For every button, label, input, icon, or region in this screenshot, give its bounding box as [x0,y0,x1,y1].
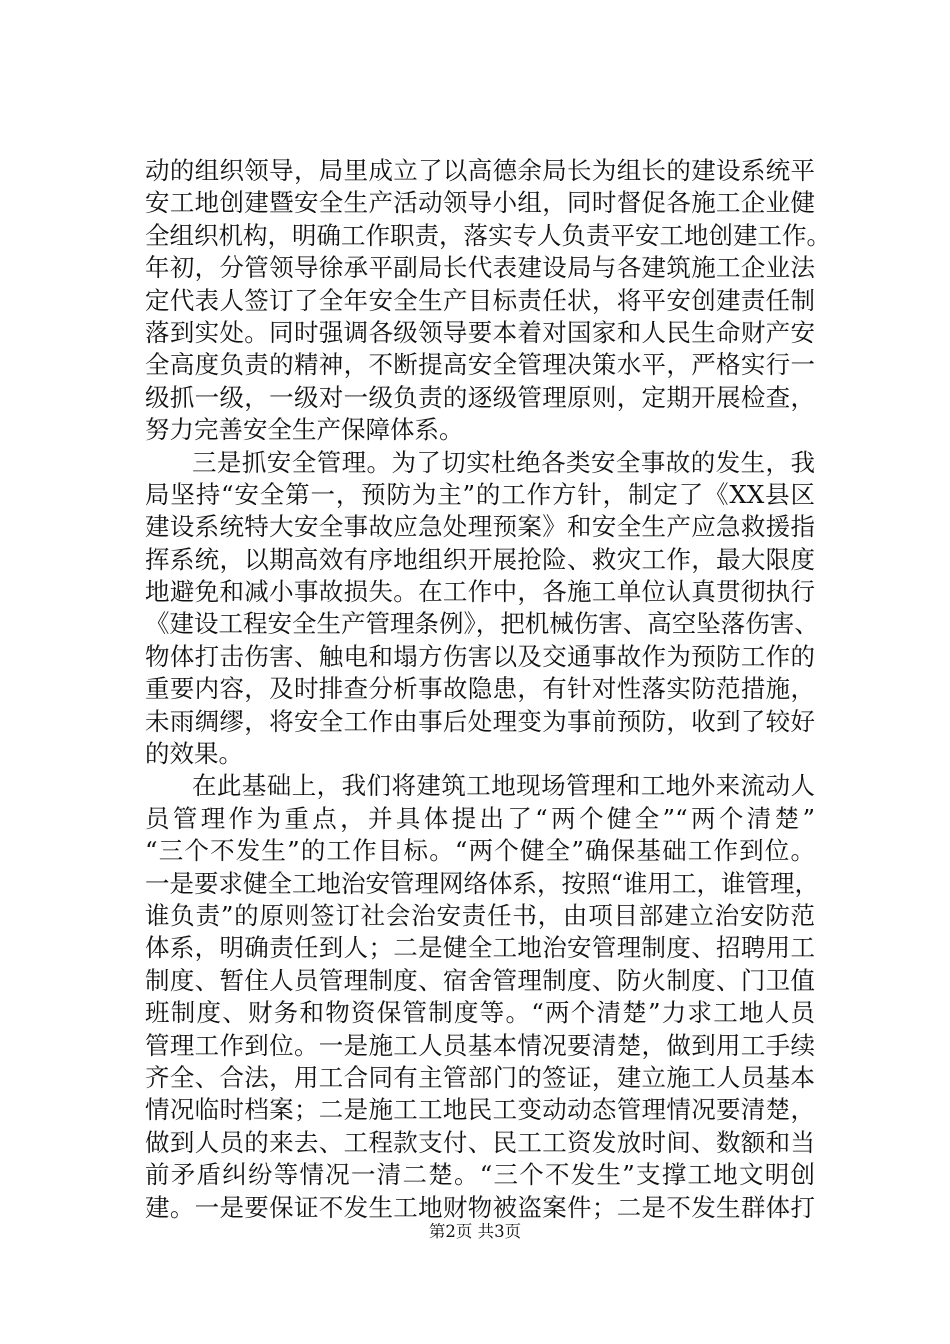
text-line: 《建设工程安全生产管理条例》，把机械伤害、高空坠落伤害、 [145,609,819,639]
text-line: 全高度负责的精神，不断提高安全管理决策水平，严格实行一 [145,350,815,380]
text-line: 员管理作为重点，并具体提出了“两个健全”“两个清楚” [145,803,815,833]
text-line: 落到实处。同时强调各级领导要本着对国家和人民生命财产安 [145,317,815,347]
text-line: 齐全、合法，用工合同有主管部门的签证，建立施工人员基本 [145,1062,815,1092]
text-line: 动的组织领导，局里成立了以高德余局长为组长的建设系统平 [145,156,815,185]
text-line: 年初，分管领导徐承平副局长代表建设局与各建筑施工企业法 [145,253,815,283]
text-line: 管理工作到位。一是施工人员基本情况要清楚，做到用工手续 [145,1030,815,1060]
text-line: 建设系统特大安全事故应急处理预案》和安全生产应急救援指 [145,512,815,542]
text-line: 前矛盾纠纷等情况一清二楚。“三个不发生”支撑工地文明创 [145,1160,815,1190]
text-line: 地避免和减小事故损失。在工作中，各施工单位认真贯彻执行 [145,577,815,607]
text-line: 建。一是要保证不发生工地财物被盗案件；二是不发生群体打 [145,1192,815,1222]
text-line: 物体打击伤害、触电和塌方伤害以及交通事故作为预防工作的 [145,641,815,671]
text-line: 一是要求健全工地治安管理网络体系，按照“谁用工，谁管理， [145,868,820,898]
text-line: 班制度、财务和物资保管制度等。“两个清楚”力求工地人员 [145,998,815,1028]
text-line: 情况临时档案；二是施工工地民工变动动态管理情况要清楚， [145,1095,815,1125]
paragraph-start-line: 三是抓安全管理。为了切实杜绝各类安全事故的发生，我 [192,447,815,477]
text-line: 局坚持“安全第一，预防为主”的工作方针，制定了《XX县区 [145,479,815,509]
text-line: 定代表人签订了全年安全生产目标责任状，将平安创建责任制 [145,285,815,315]
paragraph-start-line: 在此基础上，我们将建筑工地现场管理和工地外来流动人 [192,771,815,801]
text-line: 做到人员的来去、工程款支付、民工工资发放时间、数额和当 [145,1127,815,1157]
text-line: 级抓一级，一级对一级负责的逐级管理原则，定期开展检查， [145,382,815,412]
text-line: 重要内容，及时排查分析事故隐患，有针对性落实防范措施， [145,674,815,704]
text-line: 的效果。 [145,739,243,769]
text-line: 谁负责”的原则签订社会治安责任书，由项目部建立治安防范 [145,900,815,930]
text-line: 体系，明确责任到人；二是健全工地治安管理制度、招聘用工 [145,933,815,963]
text-line: 挥系统，以期高效有序地组织开展抢险、救灾工作，最大限度 [145,544,815,574]
document-body [145,155,831,1224]
text-line: 全组织机构，明确工作职责，落实专人负责平安工地创建工作。 [145,220,831,250]
text-line: 安工地创建暨安全生产活动领导小组，同时督促各施工企业健 [145,188,815,218]
page-number-footer: 第2页 共3页 [428,1222,522,1241]
text-line: “三个不发生”的工作目标。“两个健全”确保基础工作到位。 [145,836,815,866]
text-line: 努力完善安全生产保障体系。 [145,415,464,445]
text-line: 制度、暂住人员管理制度、宿舍管理制度、防火制度、门卫值 [145,965,815,995]
text-line: 未雨绸缪，将安全工作由事后处理变为事前预防，收到了较好 [145,706,815,736]
